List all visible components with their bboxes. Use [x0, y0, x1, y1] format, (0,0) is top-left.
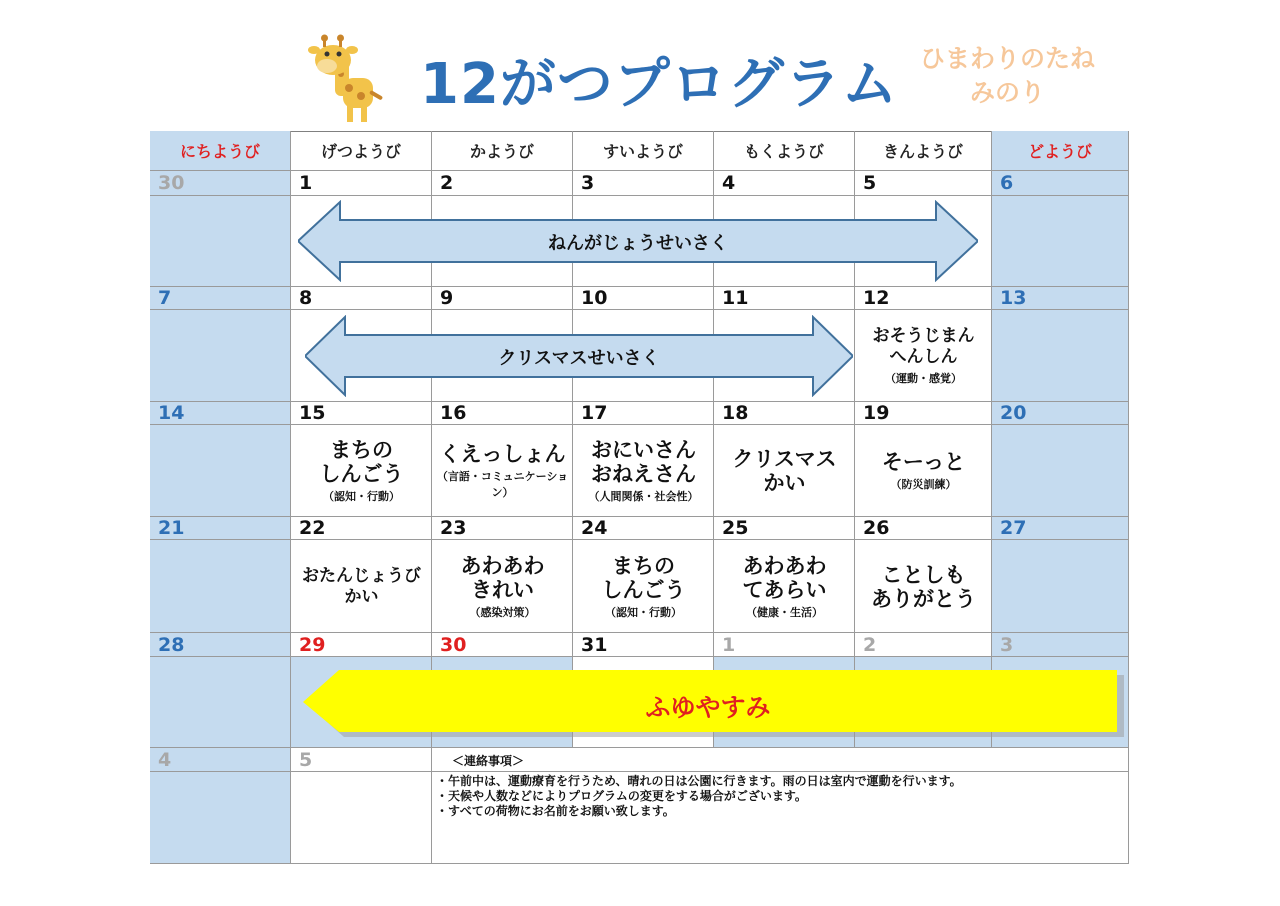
- event-title: あわあわ てあらい: [742, 553, 827, 602]
- event-d12: [855, 310, 992, 402]
- notes-line: ・すべての荷物にお名前をお願い致します。: [436, 804, 675, 818]
- date-number: 10: [573, 287, 714, 310]
- date-number: 9: [432, 287, 573, 310]
- notes-line: ・天候や人数などによりプログラムの変更をする場合がございます。: [436, 789, 807, 803]
- weekday-header: にちようび: [150, 131, 291, 171]
- day-cell: [150, 196, 291, 287]
- event-category: （認知・行動）: [605, 605, 682, 619]
- weekday-header: げつようび: [291, 131, 432, 171]
- date-number: 30: [432, 633, 573, 657]
- date-number: 3: [573, 171, 714, 196]
- page-title: 12がつプログラム: [420, 52, 899, 117]
- notes-title: ＜連絡事項＞: [452, 754, 525, 768]
- date-number: 8: [291, 287, 432, 310]
- giraffe-illustration: [305, 30, 395, 126]
- day-cell: [150, 310, 291, 402]
- event-category: （防災訓練）: [890, 478, 957, 491]
- date-number: 27: [992, 517, 1129, 540]
- date-number: 7: [150, 287, 291, 310]
- date-number: 2: [432, 171, 573, 196]
- date-number: 23: [432, 517, 573, 540]
- day-cell: [150, 425, 291, 517]
- event-title: ことしも ありがとう: [871, 562, 976, 611]
- event-title: おたんじょうび かい: [302, 565, 421, 607]
- date-number: 1: [291, 171, 432, 196]
- date-number: 28: [150, 633, 291, 657]
- date-number: 4: [150, 748, 291, 772]
- school-name-line2: みのり: [969, 78, 1045, 107]
- date-number: 4: [714, 171, 855, 196]
- school-name-line1: ひまわりのたね: [919, 44, 1095, 73]
- date-number: 17: [573, 402, 714, 425]
- day-cell: [992, 196, 1129, 287]
- date-number: 24: [573, 517, 714, 540]
- event-d24: [573, 540, 714, 633]
- event-category: （運動・感覚）: [885, 372, 962, 385]
- day-cell: [150, 657, 291, 748]
- date-number: 16: [432, 402, 573, 425]
- date-number: 21: [150, 517, 291, 540]
- event-title: クリスマス かい: [732, 447, 837, 495]
- event-category: （人間関係・社会性）: [588, 490, 699, 503]
- day-cell: [150, 540, 291, 633]
- event-category: （健康・生活）: [746, 605, 823, 619]
- event-d26: [855, 540, 992, 633]
- date-number: 2: [855, 633, 992, 657]
- event-title: そーっと: [881, 450, 966, 474]
- date-number: 1: [714, 633, 855, 657]
- date-number: 12: [855, 287, 992, 310]
- winter-break-label: ふゆやすみ: [645, 693, 771, 722]
- school-name: [900, 42, 1115, 110]
- notes-list: [436, 774, 1126, 819]
- weekday-header: もくようび: [714, 131, 855, 171]
- event-category: （感染対策）: [469, 605, 536, 619]
- day-cell: [992, 540, 1129, 633]
- date-number: 11: [714, 287, 855, 310]
- date-number: 5: [291, 748, 432, 772]
- day-cell: [992, 310, 1129, 402]
- notes-title-cell: [432, 748, 1129, 772]
- day-cell: [291, 772, 432, 864]
- event-d19: [855, 425, 992, 517]
- date-number: 13: [992, 287, 1129, 310]
- event-d25: [714, 540, 855, 633]
- event-d18: [714, 425, 855, 517]
- event-d16: [432, 425, 573, 517]
- weekday-header: すいようび: [573, 131, 714, 171]
- date-number: 6: [992, 171, 1129, 196]
- date-number: 14: [150, 402, 291, 425]
- date-number: 3: [992, 633, 1129, 657]
- event-category: （言語・コミュニケーション）: [436, 470, 569, 499]
- date-number: 30: [150, 171, 291, 196]
- event-title: まちの しんごう: [319, 438, 404, 486]
- christmas-craft-label: クリスマスせいさく: [498, 348, 660, 369]
- date-number: 31: [573, 633, 714, 657]
- date-number: 22: [291, 517, 432, 540]
- date-number: 18: [714, 402, 855, 425]
- event-d15: [291, 425, 432, 517]
- event-d23: [432, 540, 573, 633]
- date-number: 15: [291, 402, 432, 425]
- date-number: 19: [855, 402, 992, 425]
- date-number: 26: [855, 517, 992, 540]
- date-number: 20: [992, 402, 1129, 425]
- new-year-card-craft-label: ねんがじょうせいさく: [548, 233, 728, 254]
- event-title: くえっしょん: [439, 442, 566, 466]
- event-title: おそうじまん へんしん: [872, 326, 975, 367]
- weekday-header: かようび: [432, 131, 573, 171]
- event-title: おにいさん おねえさん: [591, 438, 696, 486]
- event-category: （認知・行動）: [323, 490, 400, 503]
- date-number: 25: [714, 517, 855, 540]
- date-number: 5: [855, 171, 992, 196]
- day-cell: [992, 425, 1129, 517]
- event-d17: [573, 425, 714, 517]
- weekday-header: どようび: [992, 131, 1129, 171]
- date-number: 29: [291, 633, 432, 657]
- event-title: まちの しんごう: [601, 553, 686, 602]
- event-title: あわあわ きれい: [460, 553, 545, 602]
- weekday-header: きんようび: [855, 131, 992, 171]
- notes-line: ・午前中は、運動療育を行うため、晴れの日は公園に行きます。雨の日は室内で運動を行います。: [436, 774, 962, 788]
- event-d22: [291, 540, 432, 633]
- day-cell: [150, 772, 291, 864]
